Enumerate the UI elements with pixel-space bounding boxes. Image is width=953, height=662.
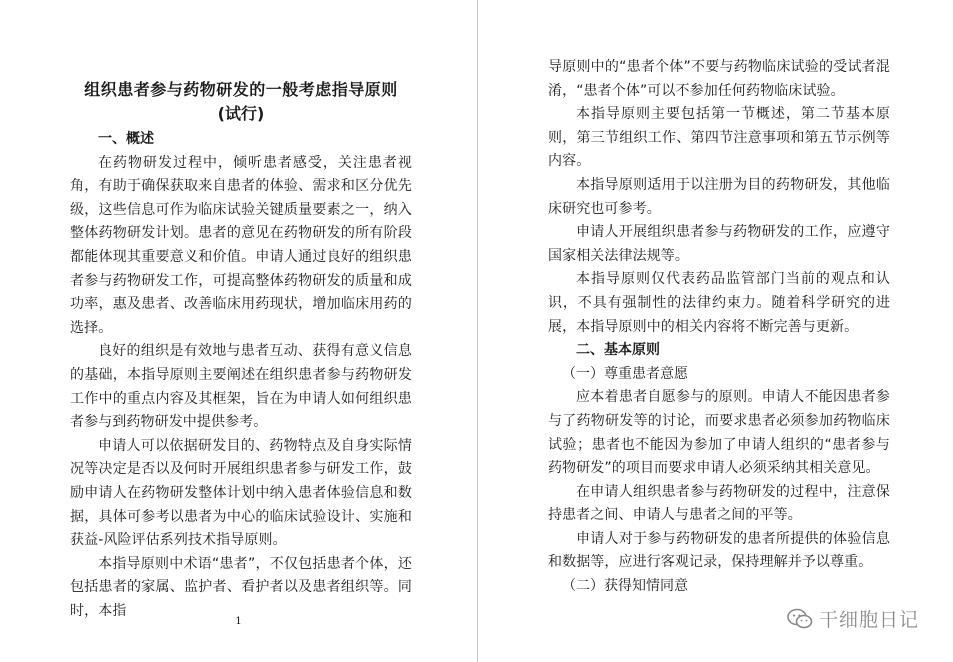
subsection-heading-consent: （二）获得知情同意 [562,578,688,595]
wechat-icon [787,608,813,630]
subsection-heading-respect: （一）尊重患者意愿 [562,365,688,382]
watermark-text: 干细胞日记 [818,609,919,631]
paragraph-continuation: 导原则中的“患者个体”不要与药物临床试验的受试者混淆，“患者个体”可以不参加任何药物临床试验。 [548,59,890,99]
paragraph: 申请人可以依据研发目的、药物特点及自身实际情况等决定是否以及何时开展组织患者参与研发工作，鼓励申请人在药物研发整体计划中纳入患者体验信息和数据，具体可参考以患者为中心的临床试验设计、实施和获益-风险评估系列技术指导原则。 [70,437,412,549]
paragraph: 在药物研发过程中，倾听患者感受，关注患者视角，有助于确保获取来自患者的体验、需求和区分优先级，这些信息可作为临床试验关键质量要素之一，纳入整体药物研发计划。患者的意见在药物研发的所有阶段都能体现其重要意义和价值。申请人通过良好的组织患者参与药物研发工作，可提高整体药物研发的质量和成功率，惠及患者、改善临床用药现状，增加临床用药的选择。 [70,154,412,336]
document-page-right [478,0,953,662]
section-heading-overview: 一、概述 [98,131,154,147]
paragraph: 本指导原则中术语“患者”，不仅包括患者个体，还包括患者的家属、监护者、看护者以及患者组织等。同时，本指 [70,555,412,619]
paragraph: 良好的组织是有效地与患者互动、获得有意义信息的基础，本指导原则主要阐述在组织患者参与药物研发工作中的重点内容及其框架，旨在为申请人如何组织患者参与到药物研发中提供参考。 [70,343,412,431]
paragraph: 申请人对于参与药物研发的患者所提供的体验信息和数据等，应进行客观记录，保持理解并予以尊重。 [548,530,890,571]
paragraph: 在申请人组织患者参与药物研发的过程中，注意保持患者之间、申请人与患者之间的平等。 [548,483,890,524]
paragraph: 应本着患者自愿参与的原则。申请人不能因患者参与了药物研发等的讨论，而要求患者必须参加药物临床试验；患者也不能因为参加了申请人组织的“患者参与药物研发”的项目而要求申请人必须采纳其相关意见。 [548,389,890,477]
document-subtitle: (试行) [217,104,265,123]
page-number: 1 [235,616,242,627]
section-heading-principles: 二、基本原则 [576,342,660,359]
paragraph: 本指导原则主要包括第一节概述，第二节基本原则，第三节组织工作、第四节注意事项和第五节示例等内容。 [548,106,890,170]
document-title: 组织患者参与药物研发的一般考虑指导原则 [84,80,398,99]
page-right-content [548,56,890,599]
page-left-content [70,78,412,623]
paragraph: 本指导原则仅代表药品监管部门当前的观点和认识，不具有强制性的法律约束力。随着科学研究的进展，本指导原则中的相关内容将不断完善与更新。 [548,271,890,335]
paragraph: 本指导原则适用于以注册为目的药物研发，其他临床研究也可参考。 [548,176,890,217]
paragraph: 申请人开展组织患者参与药物研发的工作，应遵守国家相关法律法规等。 [548,224,890,264]
watermark [787,605,919,632]
